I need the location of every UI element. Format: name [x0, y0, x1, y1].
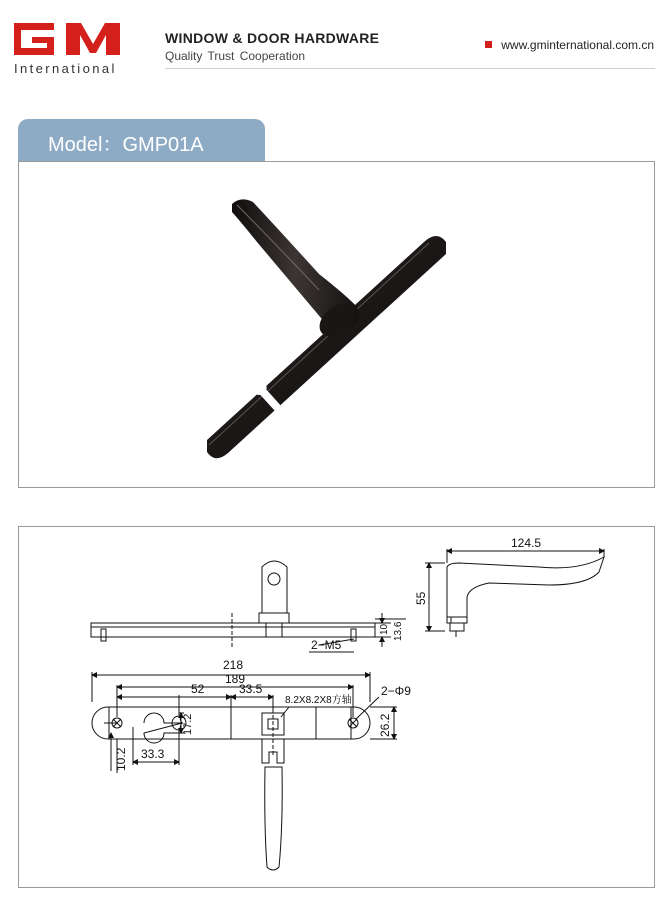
dim-189: 189 [225, 672, 246, 686]
gm-logo [12, 20, 124, 78]
dim-218: 218 [223, 658, 244, 672]
company-title: WINDOW & DOOR HARDWARE [165, 30, 380, 46]
logo-text: International [14, 61, 117, 76]
door-handle-photo [19, 162, 654, 487]
dim-33-3: 33.3 [141, 747, 165, 761]
dim-33-5: 33.5 [239, 682, 263, 696]
header-divider [165, 68, 655, 69]
dim-10: 10 [379, 623, 390, 635]
dim-10-2: 10.2 [114, 747, 128, 771]
dim-square-spindle: 8.2X8.2X8方轴 [285, 695, 352, 706]
model-tab [18, 119, 265, 161]
dim-m5: 2−M5 [311, 638, 342, 652]
dim-52: 52 [191, 682, 205, 696]
dim-17-2: 17.2 [182, 713, 194, 735]
website-link[interactable] [485, 38, 654, 52]
website-text: www.gminternational.com.cn [501, 38, 654, 52]
lever-side-view [447, 557, 604, 637]
dim-13-6: 13.6 [393, 621, 404, 641]
dim-55: 55 [414, 591, 428, 605]
dim-124-5: 124.5 [511, 536, 542, 550]
model-label: Model：GMP01A [48, 134, 204, 156]
company-block [165, 30, 379, 63]
page-header [0, 0, 668, 80]
plate-side-view [91, 561, 375, 647]
dim-26-2: 26.2 [378, 713, 392, 737]
company-subtitle: Quality Trust Cooperation [165, 49, 306, 63]
dim-phi9: 2−Φ9 [381, 684, 411, 698]
lever-front-view [262, 739, 284, 870]
bullet-square-icon [485, 41, 492, 48]
product-photo-frame [18, 161, 655, 488]
technical-drawing-frame [18, 526, 655, 888]
technical-drawing [19, 527, 654, 887]
gm-logo-mark [12, 20, 124, 58]
